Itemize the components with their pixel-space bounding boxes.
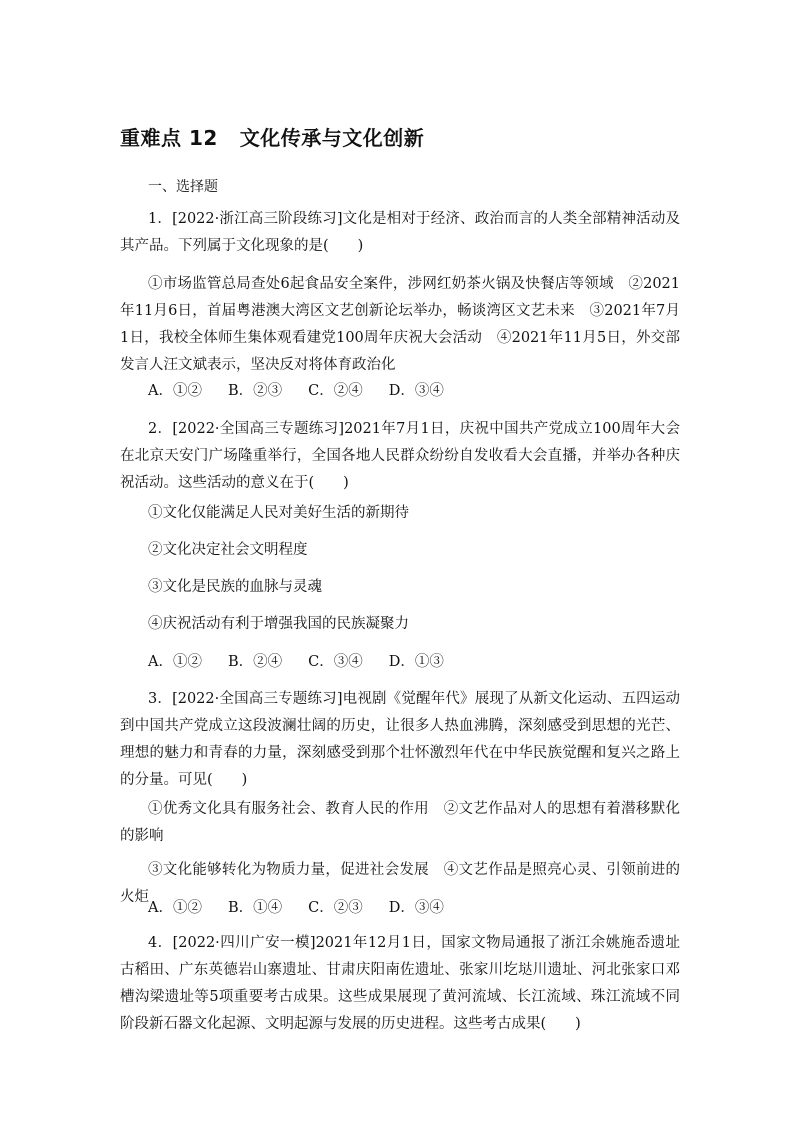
choice-b[interactable]: B．②③: [227, 383, 283, 399]
question-1-options: [120, 271, 680, 379]
choice-a[interactable]: A．①②: [148, 383, 202, 399]
question-1-stem: [120, 206, 680, 260]
question-2-option-1: ①文化仅能满足人民对美好生活的新期待: [148, 505, 409, 521]
question-2-option-2: ②文化决定社会文明程度: [148, 542, 308, 558]
question-2-stem-text: 2．[2022·全国高三专题练习]2021年7月1日，庆祝中国共产党成立100周年大会在北京天安门广场隆重举行，全国各地人民群众纷纷自发收看大会直播，并举办各种庆祝活动。这些活动的意义在于( ): [120, 421, 680, 491]
choice-d[interactable]: D．①③: [388, 654, 444, 670]
question-4-stem-text: 4．[2022·四川广安一模]2021年12月1日，国家文物局通报了浙江余姚施岙遗址古稻田、广东英德岩山寨遗址、甘肃庆阳南佐遗址、张家川圪垯川遗址、河北张家口邓槽沟梁遗址等5项重要考古成果。这些成果展现了黄河流域、长江流域、珠江流域不同阶段新石器文化起源、文明起源与发展的历史进程。这些考古成果( ): [120, 935, 680, 1032]
choice-d[interactable]: D．③④: [388, 383, 444, 399]
question-3-options-34-text: ③文化能够转化为物质力量，促进社会发展 ④文艺作品是照亮心灵、引领前进的火炬: [120, 862, 680, 905]
question-2-option-3: ③文化是民族的血脉与灵魂: [148, 579, 322, 595]
question-1-options-text: ①市场监管总局查处6起食品安全案件，涉网红奶茶火锅及快餐店等领域 ②2021年11月6日，首届粤港澳大湾区文艺创新论坛举办，畅谈湾区文艺未来 ③2021年7月1日，我校全体师生集体观看建党100周年庆祝大会活动 ④2021年11月5日，外交部发言人汪文斌表示，坚决反对将体育政治化: [120, 276, 680, 373]
choice-b[interactable]: B．②④: [227, 654, 283, 670]
section-heading: 一、选择题: [148, 179, 218, 195]
choice-a[interactable]: A．①②: [148, 900, 202, 916]
title-prefix: 重难点 12: [120, 126, 218, 150]
question-2-stem: [120, 416, 680, 497]
title-main: 文化传承与文化创新: [239, 126, 425, 150]
question-3-stem-text: 3．[2022·全国高三专题练习]电视剧《觉醒年代》展现了从新文化运动、五四运动到中国共产党成立这段波澜壮阔的历史，让很多人热血沸腾，深刻感受到思想的光芒、理想的魅力和青春的力量，深刻感受到那个壮怀激烈年代在中华民族觉醒和复兴之路上的分量。可见( ): [120, 691, 680, 788]
question-4-stem: [120, 930, 680, 1038]
choice-a[interactable]: A．①②: [148, 654, 202, 670]
page-title: [120, 122, 424, 151]
choice-d[interactable]: D．③④: [388, 900, 444, 916]
choice-c[interactable]: C．②③: [308, 900, 363, 916]
question-2-option-4: ④庆祝活动有利于增强我国的民族凝聚力: [148, 616, 409, 632]
choice-b[interactable]: B．①④: [227, 900, 283, 916]
question-1-stem-text: 1．[2022·浙江高三阶段练习]文化是相对于经济、政治而言的人类全部精神活动及其产品。下列属于文化现象的是( ): [120, 211, 680, 254]
choice-c[interactable]: C．②④: [308, 383, 363, 399]
question-2-choices: [148, 649, 470, 676]
question-3-stem: [120, 686, 680, 794]
question-3-choices: [148, 895, 470, 922]
choice-c[interactable]: C．③④: [308, 654, 363, 670]
question-3-options-12: [120, 796, 680, 850]
question-1-choices: [148, 378, 470, 405]
question-3-options-12-text: ①优秀文化具有服务社会、教育人民的作用 ②文艺作品对人的思想有着潜移默化的影响: [120, 801, 680, 844]
